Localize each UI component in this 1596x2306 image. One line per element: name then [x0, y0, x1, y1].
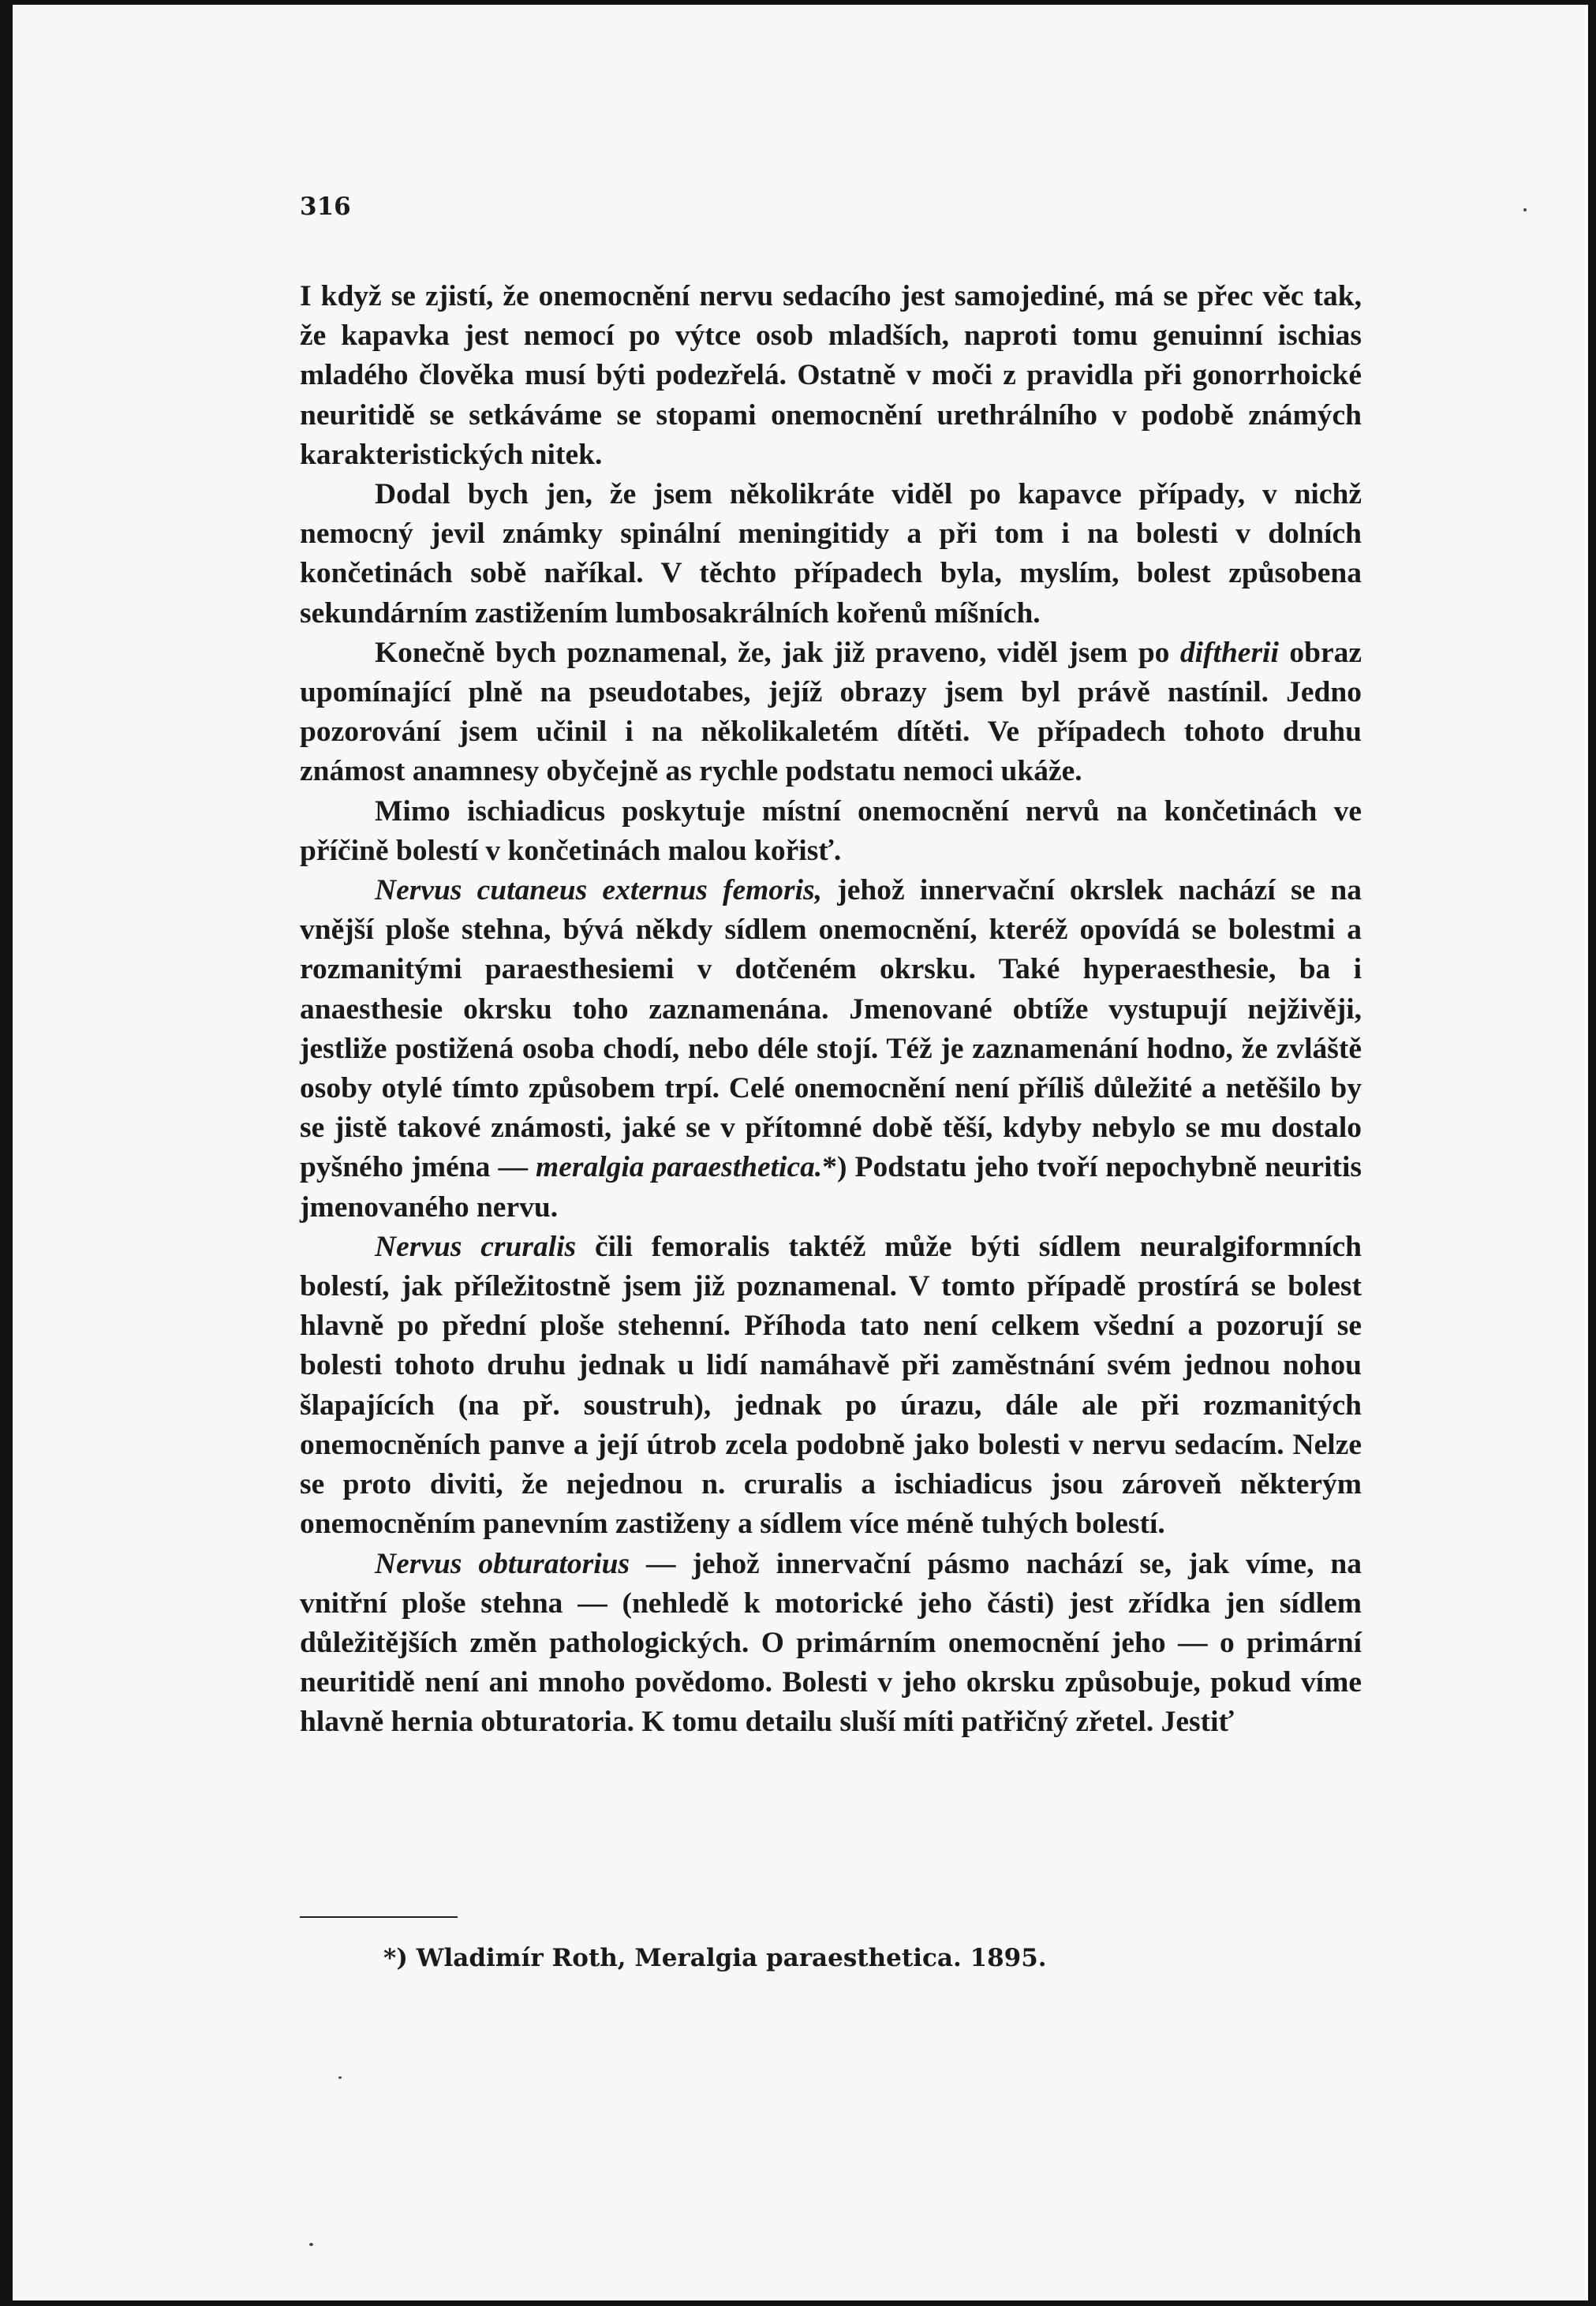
text-run: *) Podstatu jeho tvoří nepochybně neuritis jmenovaného nervu.: [300, 1151, 1362, 1224]
text-run: obraz upomínající plně na pseudotabes, jejíž obrazy jsem byl právě nastínil. Jedno pozorování jsem učinil i na několikaletém dítěti. Ve případech tohoto druhu známost anamnesy obyčejně as rychle podstatu nemoci ukáže.: [300, 636, 1362, 788]
italic-term: Nervus obturatorius: [375, 1547, 630, 1580]
book-page: [13, 5, 1588, 2300]
scan-speck: [309, 2243, 313, 2246]
paragraph: [300, 277, 1362, 475]
paragraph: [300, 792, 1362, 871]
italic-term: meralgia paraesthetica.: [536, 1151, 823, 1184]
body-text: [300, 277, 1362, 1743]
italic-term: Nervus cutaneus externus femoris,: [375, 874, 823, 907]
paragraph: [300, 633, 1362, 792]
text-run: I když se zjistí, že onemocnění nervu sedacího jest samojediné, má se přec věc tak, že kapavka jest nemocí po výtce osob mladších, naproti tomu genuinní ischias mladého člověka musí býti podezřelá. Ostatně v moči z pravidla při gonorrhoické neuritidě se setkáváme se stopami onemocnění urethrálního v podobě známých karakteristických nitek.: [300, 280, 1362, 471]
page-number: 316: [300, 192, 351, 221]
text-run: Konečně bych poznamenal, že, jak již praveno, viděl jsem po: [375, 636, 1180, 669]
paragraph: [300, 1545, 1362, 1743]
italic-term: diftherii: [1179, 636, 1279, 669]
text-run: jehož innervační okrslek nachází se na vnější ploše stehna, bývá někdy sídlem onemocnění, kteréž opovídá se bolestmi a rozmanitými paraesthesiemi v dotčeném okrsku. Také hyperaesthesie, ba i anaesthesie okrsku toho zaznamenána. Jmenované obtíže vystupují nejživěji, jestliže postižená osoba chodí, nebo déle stojí. Též je zaznamenání hodno, že zvláště osoby otylé tímto způsobem trpí. Celé onemocnění není příliš důležité a netěšilo by se jistě takové známosti, jaké se v přítomné době těší, kdyby nebylo se mu dostalo pyšného jména —: [300, 874, 1362, 1184]
scan-speck: [338, 2076, 342, 2079]
footnote-divider: [300, 1916, 458, 1918]
scan-speck: [1523, 208, 1527, 211]
text-run: — jehož innervační pásmo nachází se, jak víme, na vnitřní ploše stehna — (nehledě k motorické jeho části) jest zřídka jen sídlem důležitějších změn pathologických. O primárním onemocnění jeho — o primární neuritidě není ani mnoho povědomo. Bolesti v jeho okrsku způsobuje, pokud víme hlavně hernia obturatoria. K tomu detailu sluší míti patřičný zřetel. Jestiť: [300, 1547, 1362, 1739]
paragraph: [300, 475, 1362, 633]
text-run: Mimo ischiadicus poskytuje místní onemocnění nervů na končetinách ve příčině bolestí v končetinách malou kořisť.: [300, 794, 1362, 867]
italic-term: Nervus cruralis: [375, 1230, 577, 1263]
footnote: *) Wladimír Roth, Meralgia paraesthetica. 1895.: [383, 1944, 1047, 1972]
paragraph: [300, 871, 1362, 1228]
paragraph: [300, 1228, 1362, 1545]
text-run: Dodal bych jen, že jsem několikráte viděl po kapavce případy, v nichž nemocný jevil známky spinální meningitidy a při tom i na bolesti v dolních končetinách sobě naříkal. V těchto případech byla, myslím, bolest způsobena sekundárním zastižením lumbosakrálních kořenů míšních.: [300, 478, 1362, 630]
text-run: čili femoralis taktéž může býti sídlem neuralgiformních bolestí, jak příležitostně jsem již poznamenal. V tomto případě prostírá se bolest hlavně po přední ploše stehenní. Příhoda tato není celkem všední a pozorují se bolesti tohoto druhu jednak u lidí namáhavě při zaměstnání svém jednou nohou šlapajících (na př. soustruh), jednak po úrazu, dále ale při rozmanitých onemocněních panve a její útrob zcela podobně jako bolesti v nervu sedacím. Nelze se proto diviti, že nejednou n. cruralis a ischiadicus jsou zároveň některým onemocněním panevním zastiženy a sídlem více méně tuhých bolestí.: [300, 1230, 1362, 1541]
